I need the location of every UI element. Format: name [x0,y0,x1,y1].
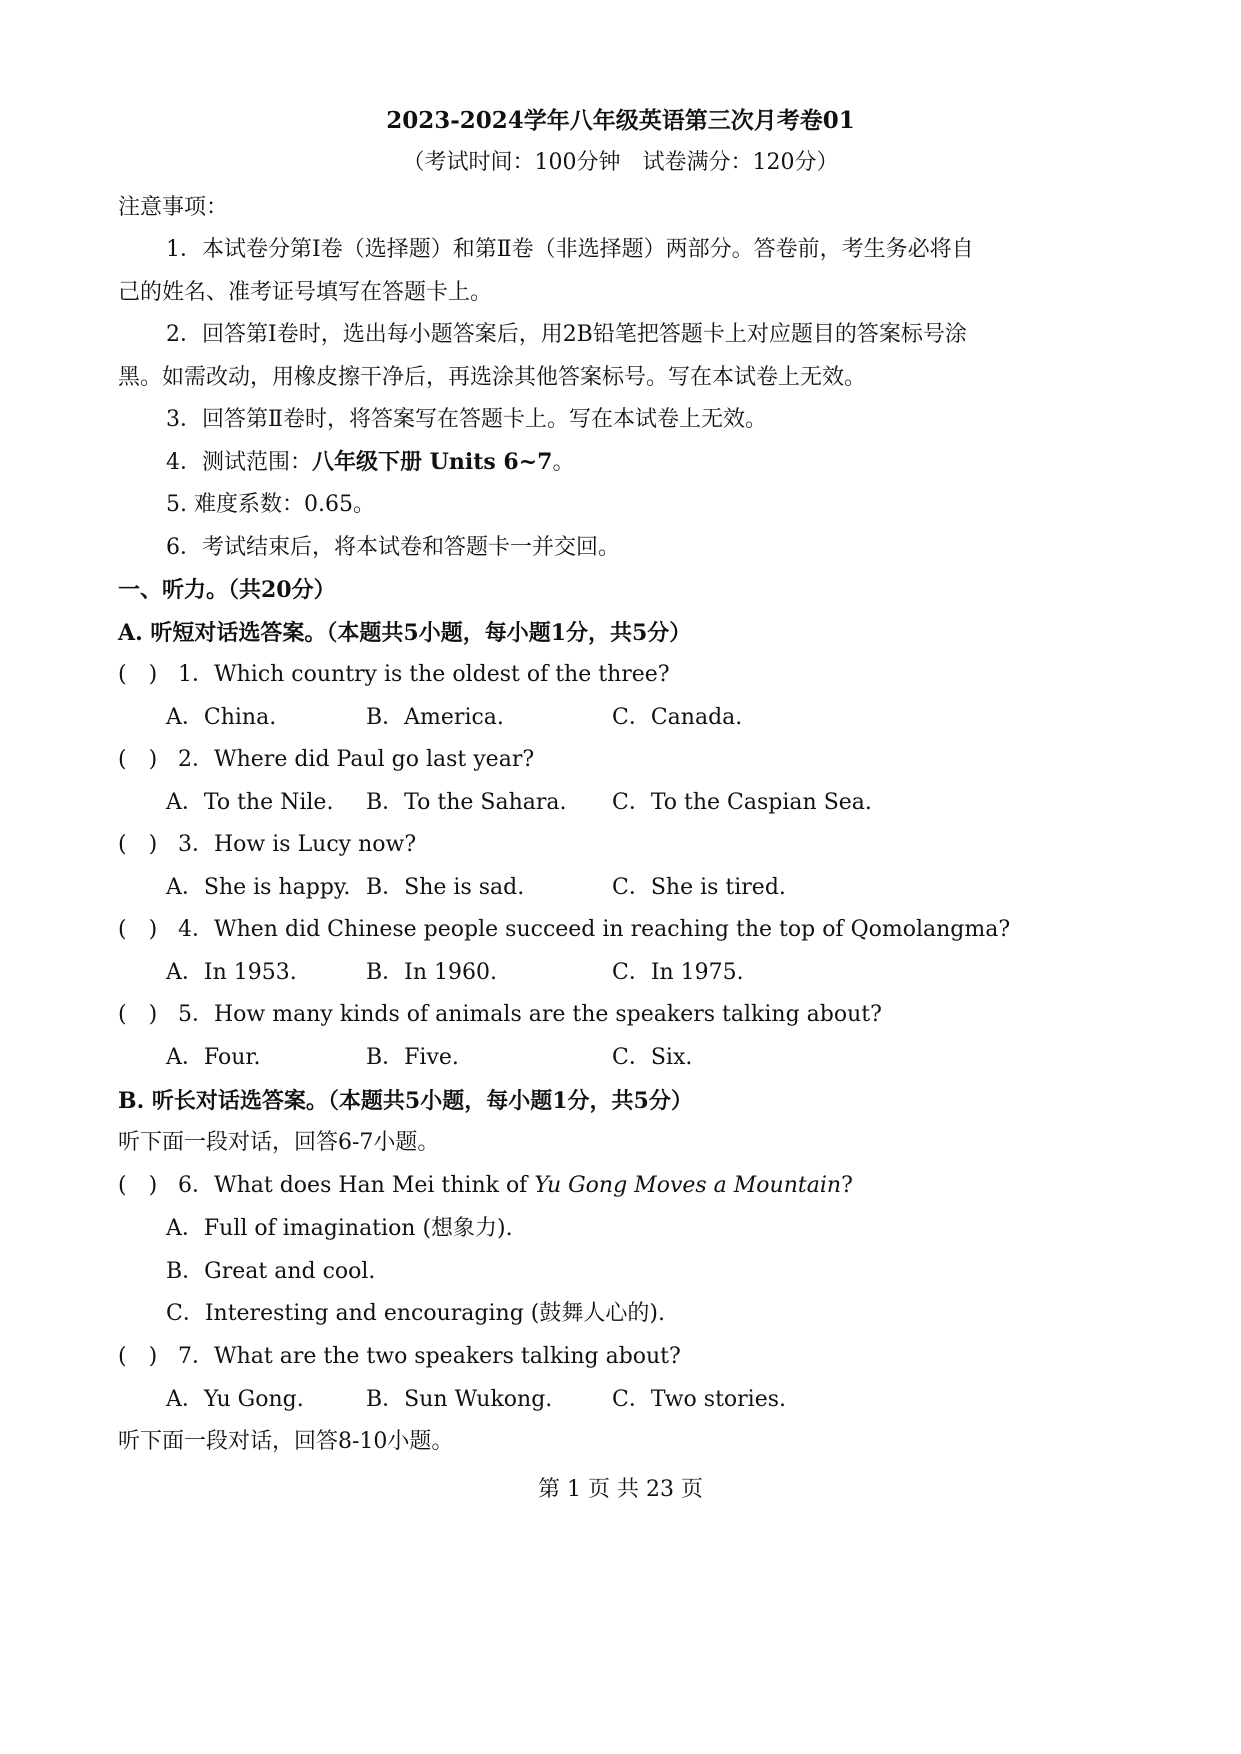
question-text: 7．What are the two speakers talking about? [178,1344,681,1369]
question-2 [118,745,534,775]
note-item-1: 1．本试卷分第Ⅰ卷（选择题）和第Ⅱ卷（非选择题）两部分。答卷前，考生务必将自 [166,237,974,262]
question-text: 2．Where did Paul go last year? [178,747,535,772]
dialog-intro-2: 听下面一段对话，回答8-10小题。 [118,1429,454,1454]
page-subtitle: （考试时间：100分钟 试卷满分：120分） [402,150,839,175]
option-b: B．To the Sahara. [366,790,567,815]
option-a: A．Full of imagination (想象力). [166,1216,513,1241]
part-b-heading: B. 听长对话选答案。（本题共5小题，每小题1分，共5分） [118,1088,693,1114]
note-item-2: 2．回答第Ⅰ卷时，选出每小题答案后，用2B铅笔把答题卡上对应题目的答案标号涂 [166,322,967,347]
note-item-5: 5. 难度系数：0.65。 [166,492,375,517]
dialog-intro-1: 听下面一段对话，回答6-7小题。 [118,1130,440,1155]
option-c: C．She is tired. [612,875,786,900]
page-number: 第 1 页 共 23 页 [538,1477,703,1502]
notes-heading: 注意事项： [118,195,229,220]
question-4 [118,915,1010,945]
note-item-3: 3．回答第Ⅱ卷时，将答案写在答题卡上。写在本试卷上无效。 [166,407,767,432]
option-b: B．In 1960. [366,960,498,985]
answer-bracket: ( ) [118,1002,158,1027]
option-a: A．Yu Gong. [166,1387,304,1412]
answer-bracket: ( ) [118,832,158,857]
option-c: C．Canada. [612,705,743,730]
question-text: 4．When did Chinese people succeed in reaching the top of Qomolangma? [178,917,1011,942]
option-a: A．China. [166,705,277,730]
answer-bracket: ( ) [118,747,158,772]
option-b: B．Five. [366,1045,459,1070]
option-a: A．To the Nile. [166,790,334,815]
question-text: 5．How many kinds of animals are the speakers talking about? [178,1002,882,1027]
option-c: C．To the Caspian Sea. [612,790,872,815]
question-3 [118,830,416,860]
option-c: C．Six. [612,1045,693,1070]
part-a-heading: A. 听短对话选答案。（本题共5小题，每小题1分，共5分） [118,620,692,646]
question-1 [118,660,670,690]
option-b: B．Sun Wukong. [366,1387,553,1412]
story-title: Yu Gong Moves a Mountain [534,1173,842,1198]
option-a: A．She is happy. [166,875,351,900]
section-heading-listening: 一、听力。（共20分） [118,577,336,603]
option-b: B．She is sad. [366,875,525,900]
note-item-6: 6．考试结束后，将本试卷和答题卡一并交回。 [166,535,620,560]
note-item-2-cont: 黑。如需改动，用橡皮擦干净后，再选涂其他答案标号。写在本试卷上无效。 [118,365,867,390]
note-item-4-prefix: 4．测试范围： [166,450,312,475]
option-a: A．Four. [166,1045,261,1070]
note-item-4-suffix: 。 [552,450,575,475]
note-item-4 [166,447,574,478]
option-b: B．Great and cool. [166,1259,376,1284]
option-c: C．Two stories. [612,1387,787,1412]
option-b: B．America. [366,705,504,730]
question-text: 1．Which country is the oldest of the three? [178,662,670,687]
answer-bracket: ( ) [118,1173,158,1198]
note-item-1-cont: 己的姓名、准考证号填写在答题卡上。 [118,280,493,305]
question-text-end: ? [841,1173,853,1198]
option-c: C．In 1975. [612,960,744,985]
answer-bracket: ( ) [118,1344,158,1369]
question-6 [118,1171,853,1201]
question-text: 3．How is Lucy now? [178,832,417,857]
test-scope: 八年级下册 Units 6~7 [312,449,553,475]
option-c: C．Interesting and encouraging (鼓舞人心的). [166,1301,665,1326]
answer-bracket: ( ) [118,662,158,687]
option-a: A．In 1953. [166,960,297,985]
page-title: 2023-2024学年八年级英语第三次月考卷01 [386,107,855,134]
question-7 [118,1342,681,1372]
question-text: 6．What does Han Mei think of [178,1173,535,1198]
question-5 [118,1000,882,1030]
answer-bracket: ( ) [118,917,158,942]
